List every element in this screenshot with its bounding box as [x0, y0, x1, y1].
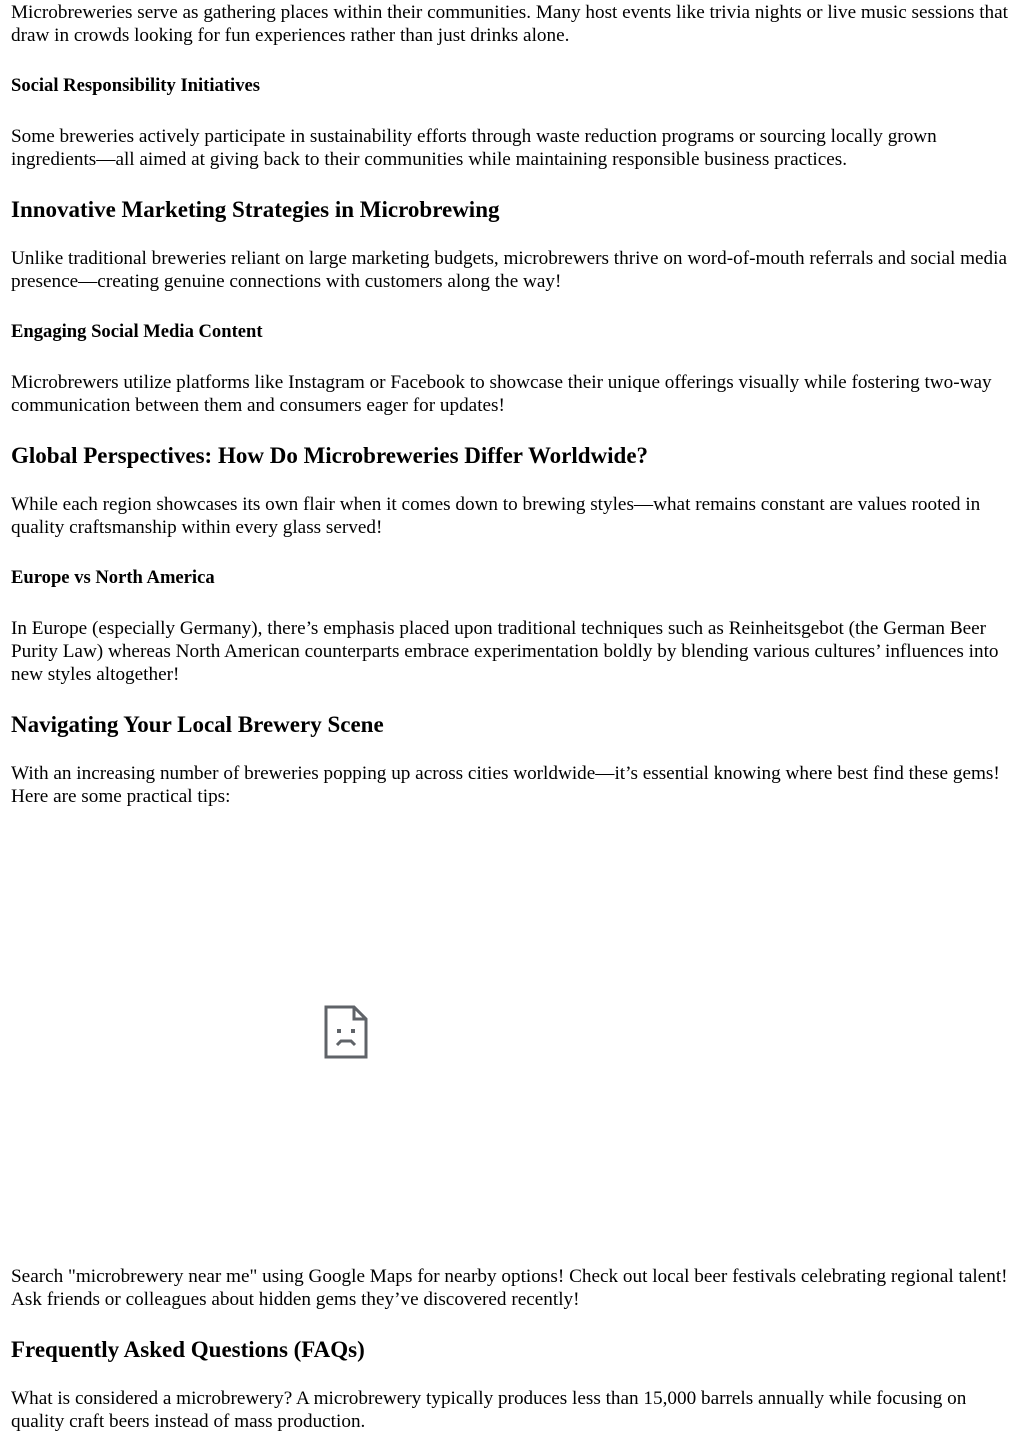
heading-local-brewery-scene: Navigating Your Local Brewery Scene: [11, 712, 384, 737]
paragraph-global: While each region showcases its own flair when it comes down to brewing styles—what remains constant are values rooted in quality craftsmanship within every glass served!: [11, 494, 981, 538]
article-body: [11, 0, 1015, 1433]
paragraph-marketing: Unlike traditional breweries reliant on large marketing budgets, microbrewers thrive on word-of-mouth referrals and social media presence—creating genuine connections with customers along the way!: [11, 248, 1007, 292]
heading-faqs: Frequently Asked Questions (FAQs): [11, 1337, 365, 1362]
paragraph-social-media: Microbrewers utilize platforms like Instagram or Facebook to showcase their unique offerings visually while fostering two-way communication between them and consumers eager for updates!: [11, 372, 992, 416]
heading-innovative-marketing: Innovative Marketing Strategies in Microbrewing: [11, 197, 500, 222]
paragraph-social-responsibility: Some breweries actively participate in sustainability efforts through waste reduction programs or sourcing locally grown ingredients—all aimed at giving back to their communities while maintaining responsible business practices.: [11, 126, 937, 170]
broken-image-icon: [324, 1005, 368, 1059]
heading-social-responsibility: Social Responsibility Initiatives: [11, 75, 260, 96]
paragraph-local-scene: With an increasing number of breweries popping up across cities worldwide—it’s essential knowing where best find these gems! Here are some practical tips:: [11, 763, 1000, 807]
paragraph-faq-microbrewery-definition: What is considered a microbrewery? A microbrewery typically produces less than 15,000 barrels annually while focusing on quality craft beers instead of mass production.: [11, 1388, 967, 1432]
heading-global-perspectives: Global Perspectives: How Do Microbreweries Differ Worldwide?: [11, 443, 649, 468]
paragraph-practical-tips: Search "microbrewery near me" using Google Maps for nearby options! Check out local beer festivals celebrating regional talent! Ask friends or colleagues about hidden gems they’ve discovered recently!: [11, 1266, 1008, 1310]
paragraph-europe: In Europe (especially Germany), there’s emphasis placed upon traditional techniques such as Reinheitsgebot (the German Beer Purity Law) whereas North American counterparts embrace experimentation boldly by blending various cultures’ influences into new styles altogether!: [11, 618, 999, 685]
heading-europe-vs-north-america: Europe vs North America: [11, 567, 215, 588]
paragraph-community-gathering: Microbreweries serve as gathering places within their communities. Many host events like trivia nights or live music sessions that draw in crowds looking for fun experiences rather than just drinks alone.: [11, 2, 1009, 46]
broken-image: [11, 808, 1015, 1258]
heading-social-media-content: Engaging Social Media Content: [11, 321, 263, 342]
